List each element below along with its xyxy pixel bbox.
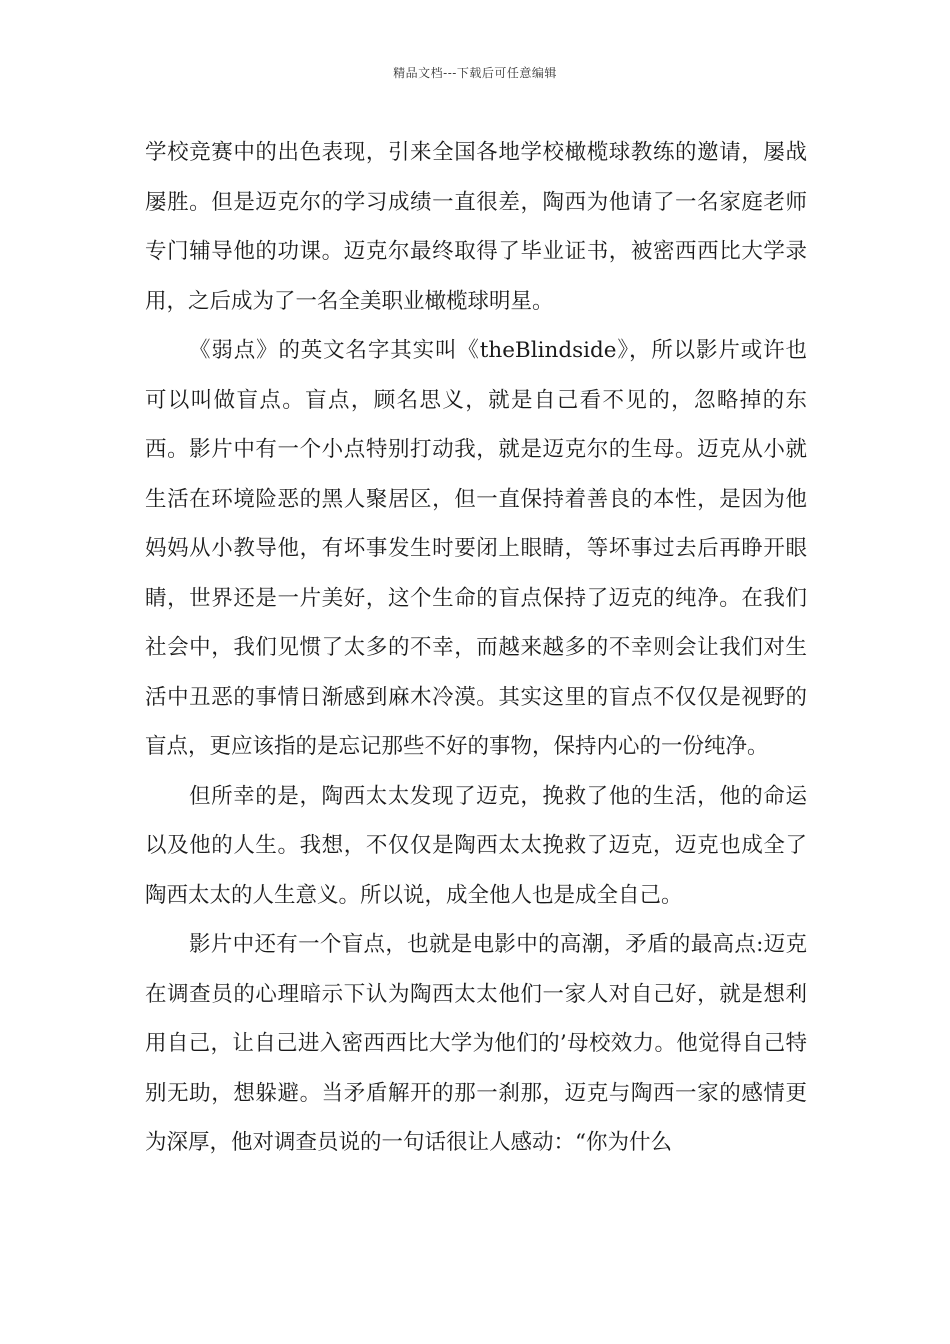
paragraph-3: 但所幸的是，陶西太太发现了迈克，挽救了他的生活，他的命运以及他的人生。我想，不仅仅是陶西太太挽救了迈克，迈克也成全了陶西太太的人生意义。所以说，成全他人也是成全自己。	[145, 783, 807, 908]
page-header: 精品文档---下载后可任意编辑	[393, 66, 557, 80]
document-body	[145, 128, 807, 1168]
paragraph-1: 学校竞赛中的出色表现，引来全国各地学校橄榄球教练的邀请，屡战屡胜。但是迈克尔的学习成绩一直很差，陶西为他请了一名家庭老师专门辅导他的功课。迈克尔最终取得了毕业证书，被密西西比大学录用，之后成为了一名全美职业橄榄球明星。	[145, 140, 807, 314]
paragraph-2: 《弱点》的英文名字其实叫《theBlindside》，所以影片或许也可以叫做盲点。盲点，顾名思义，就是自己看不见的，忽略掉的东西。影片中有一个小点特别打动我，就是迈克尔的生母。迈克从小就生活在环境险恶的黑人聚居区，但一直保持着善良的本性，是因为他妈妈从小教导他，有坏事发生时要闭上眼睛，等坏事过去后再睁开眼睛，世界还是一片美好，这个生命的盲点保持了迈克的纯净。在我们社会中，我们见惯了太多的不幸，而越来越多的不幸则会让我们对生活中丑恶的事情日渐感到麻木冷漠。其实这里的盲点不仅仅是视野的盲点，更应该指的是忘记那些不好的事物，保持内心的一份纯净。	[145, 338, 807, 759]
paragraph-4: 影片中还有一个盲点，也就是电影中的高潮，矛盾的最高点:迈克在调查员的心理暗示下认为陶西太太他们一家人对自己好，就是想利用自己，让自己进入密西西比大学为他们的’母校效力。他觉得自己特别无助，想躲避。当矛盾解开的那一刹那，迈克与陶西一家的感情更为深厚，他对调查员说的一句话很让人感动：“你为什么	[145, 932, 807, 1155]
